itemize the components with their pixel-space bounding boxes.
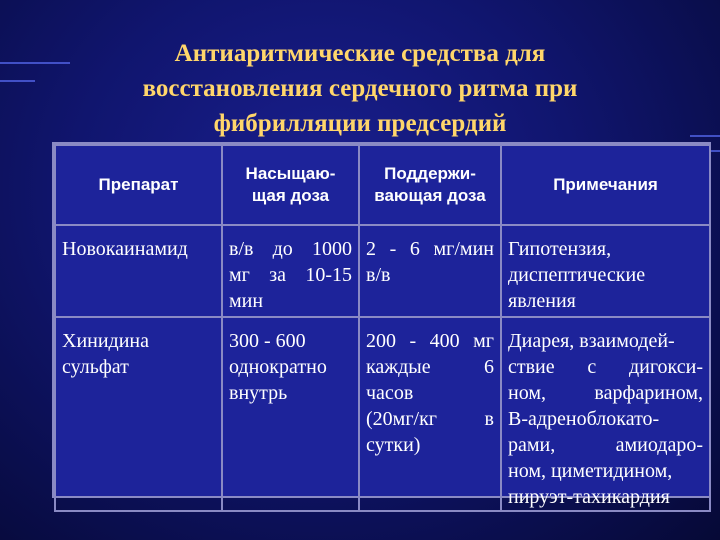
cell-text: диспептические: [508, 264, 646, 286]
header-text: Поддержи-: [384, 164, 476, 183]
cell-text: 300 - 600: [229, 330, 306, 352]
header-maintenance-dose: [359, 145, 501, 225]
drug-table: [52, 142, 711, 508]
header-text: Препарат: [98, 175, 179, 194]
slide-title: [40, 36, 680, 141]
cell-maintenance-dose: [359, 225, 501, 317]
cell-text: однократно: [229, 356, 327, 378]
header-text: Примечания: [553, 175, 658, 194]
cell-text: ствие с дигокси-: [508, 356, 703, 378]
cell-text: в/в: [366, 264, 391, 286]
header-text: Насыщаю-: [245, 164, 336, 183]
cell-text: внутрь: [229, 382, 288, 404]
cell-text: явления: [508, 290, 576, 312]
cell-text: ном, варфарином,: [508, 382, 703, 404]
table-header-row: [55, 145, 710, 225]
cell-text: ном, циметидином,: [508, 460, 673, 482]
cell-notes: [501, 225, 710, 317]
cell-text: 200 - 400 мг: [366, 330, 494, 352]
cell-drug: [55, 317, 222, 511]
cell-text: мг за 10-15: [229, 264, 352, 286]
header-loading-dose: [222, 145, 359, 225]
cell-text: мин: [229, 290, 264, 312]
cell-text: Хинидина: [62, 330, 150, 352]
cell-text: Диарея, взаимодей-: [508, 330, 675, 352]
cell-text: часов: [366, 382, 414, 404]
header-notes: [501, 145, 710, 225]
header-text: щая доза: [251, 186, 330, 205]
cell-text: пируэт-тахикардия: [508, 486, 670, 508]
title-line: восстановления сердечного ритма при: [142, 75, 578, 102]
title-line: Антиаритмические средства для: [174, 40, 546, 67]
cell-maintenance-dose: [359, 317, 501, 511]
cell-text: Гипотензия,: [508, 238, 612, 260]
header-text: вающая доза: [374, 186, 486, 205]
table-row: [55, 317, 710, 511]
cell-loading-dose: [222, 225, 359, 317]
cell-text: 2 - 6 мг/мин: [366, 238, 494, 260]
cell-text: сутки): [366, 434, 421, 456]
decorative-line: [0, 80, 35, 82]
header-drug: [55, 145, 222, 225]
cell-text: В-адреноблокато-: [508, 408, 660, 430]
cell-text: Новокаинамид: [62, 238, 188, 260]
cell-drug: [55, 225, 222, 317]
cell-text: сульфат: [62, 356, 129, 378]
cell-text: в/в до 1000: [229, 238, 352, 260]
table-row: [55, 225, 710, 317]
cell-text: каждые 6: [366, 356, 494, 378]
cell-text: (20мг/кг в: [366, 408, 494, 430]
cell-text: рами, амиодаро-: [508, 434, 703, 456]
title-line: фибрилляции предсердий: [213, 110, 507, 137]
cell-loading-dose: [222, 317, 359, 511]
cell-notes: [501, 317, 710, 511]
decorative-line: [690, 135, 720, 137]
